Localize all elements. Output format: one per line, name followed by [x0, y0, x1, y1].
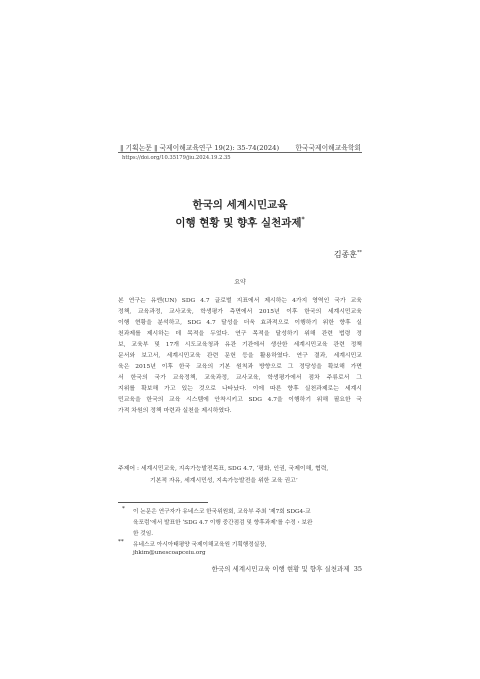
author-name: 김종훈	[333, 250, 357, 259]
keywords-line-2: 기본적 자유, 세계시민성, 지속가능발전을 위한 교육 권고’	[150, 478, 298, 484]
footnote-mark-1: *	[122, 506, 125, 512]
author-email[interactable]: jhkim@unescoapceiu.org	[133, 550, 206, 556]
abstract-line: 문서와 보고서, 세계시민교육 관련 문헌 등을 활용하였다. 연구 결과, 세계시민교	[118, 353, 362, 359]
header-rule	[118, 152, 362, 153]
running-footer	[212, 564, 362, 573]
abstract-label: 요약	[234, 279, 246, 286]
abstract-line: 가적 차원의 정책 마련과 실천을 제시하였다.	[118, 408, 232, 414]
page-number: 35	[353, 565, 362, 573]
keywords-line-1	[118, 463, 328, 472]
abstract-line: 민교육을 한국의 교육 시스템에 안착시키고 SDG 4.7을 이행하기 위해 필요한 국	[118, 397, 362, 403]
footnote-1-line-1: 이 논문은 연구자가 유네스코 한국위원회, 교육부 주최 ‘제7회 SDG4-교	[133, 509, 311, 515]
journal-citation: ‖ 기획논문 ‖ 국제이해교육연구 19(2): 35-74(2024)	[120, 144, 280, 152]
abstract-line: 지위를 확보해 가고 있는 것으로 나타났다. 이에 따른 향후 실천과제로는 세계시	[118, 386, 362, 392]
footnote-1-line-3: 한 것임.	[133, 531, 154, 537]
abstract-line: 천과제를 제시하는 데 목적을 두었다. 연구 목적을 달성하기 위해 관련 법령 정	[118, 331, 362, 337]
doi-link[interactable]: https://doi.org/10.35179/jiu.2024.19.2.35	[122, 155, 231, 161]
abstract-line: 이행 현황을 분석하고, SDG 4.7 달성을 더욱 효과적으로 이행하기 위한 향후 실	[118, 320, 362, 326]
abstract-line: 육은 2015년 이후 한국 교육의 기본 원칙과 방향으로 그 정당성을 확보해 가면	[118, 364, 362, 370]
title-line-2	[118, 215, 362, 230]
title-footnote-mark: *	[301, 216, 305, 224]
author	[334, 249, 362, 260]
society-name: 한국국제이해교육학회	[295, 144, 361, 152]
keywords-text-1: 세계시민교육, 지속가능발전목표, SDG 4.7, ‘평화, 인권, 국제이해, 협력,	[140, 466, 329, 472]
author-footnote-mark: **	[357, 249, 362, 256]
footnote-1-line-2: 육포럼’에서 발표한 ‘SDG 4.7 이행 중간점검 및 향후과제’를 수정・보완	[133, 520, 313, 526]
footer-title: 한국의 세계시민교육 이행 현황 및 향후 실천과제	[211, 565, 350, 573]
abstract-line: 서 한국의 국가 교육정책, 교육과정, 교사교육, 학생평가에서 점차 주류로서 그	[118, 375, 362, 381]
keywords-label: 주제어 :	[118, 466, 141, 472]
title-line-2-text: 이행 현황 및 향후 실천과제	[175, 217, 302, 229]
abstract-line: 본 연구는 유엔(UN) SDG 4.7 글로벌 지표에서 제시하는 4가지 영역인 국가 교육	[118, 298, 362, 304]
title-line-1: 한국의 세계시민교육	[192, 199, 288, 211]
footnote-2-line-1: 유네스코 아시아태평양 국제이해교육원 기획행정실장,	[133, 542, 267, 548]
abstract-line: 보, 교육부 및 17개 시도교육청과 유관 기관에서 생산한 세계시민교육 관련 정책	[118, 342, 362, 348]
abstract-line: 정책, 교육과정, 교사교육, 학생평가 측면에서 2015년 이후 한국의 세계시민교육	[118, 309, 362, 315]
footnote-mark-2: **	[118, 539, 124, 545]
footnote-rule	[118, 502, 208, 503]
